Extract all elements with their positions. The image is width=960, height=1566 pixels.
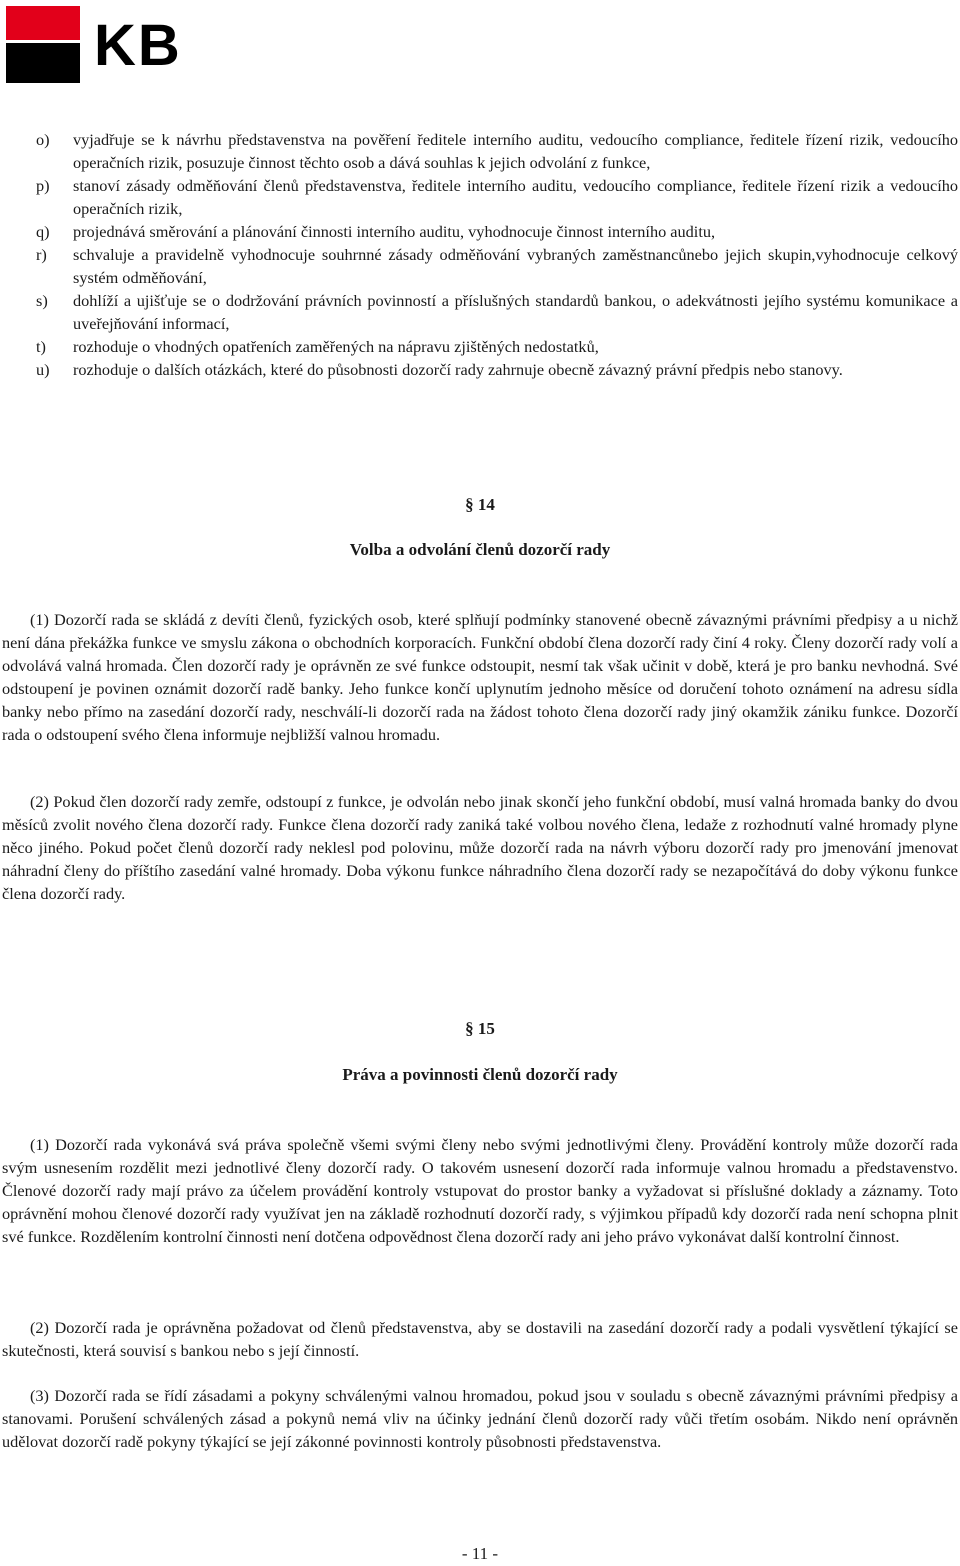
- list-item-letter: t): [36, 337, 46, 356]
- section-15-title: Práva a povinnosti členů dozorčí rady: [342, 1065, 618, 1084]
- list-item: [0, 174, 958, 220]
- list-item-letter: p): [36, 176, 50, 195]
- logo-red-block: [6, 6, 80, 40]
- list-item-letter: o): [36, 130, 50, 149]
- list-item-letter: s): [36, 291, 48, 310]
- list-item: [0, 243, 958, 289]
- list-item-text: rozhoduje o vhodných opatřeních zaměřených na nápravu zjištěných nedostatků,: [73, 337, 599, 356]
- section-14-paragraph-1: (1) Dozorčí rada se skládá z devíti členů, fyzických osob, které splňují podmínky stanovené obecně závaznými právními předpisy a u nichž není dána překážka funkce ve smyslu zákona o obchodních korporacích. Funkční období člena dozorčí rady činí 4 roky. Členy dozorčí rady volí a odvolává valná hromada. Člen dozorčí rady je oprávněn ze své funkce odstoupit, nesmí tak však učinit v době, která je pro banku nevhodná. Své odstoupení je povinen oznámit dozorčí radě banky. Jeho funkce končí uplynutím jednoho měsíce od doručení tohoto oznámení na adresu sídla banky nebo přímo na zasedání dozorčí rady, neschválí-li dozorčí rada na žádost tohoto člena dozorčí rady jiný okamžik zániku funkce. Dozorčí rada o odstoupení svého člena informuje nejbližší valnou hromadu.: [2, 610, 958, 744]
- list-item-letter: q): [36, 222, 50, 241]
- list-item: [0, 128, 958, 174]
- page-number: - 11 -: [461, 1544, 499, 1563]
- list-item-letter: u): [36, 360, 50, 379]
- list-item-text: schvaluje a pravidelně vyhodnocuje souhrnné zásady odměňování vybraných zaměstnancůnebo jejich skupin,vyhodnocuje celkový systém odměňování,: [73, 245, 958, 287]
- list-item-letter: r): [36, 245, 47, 264]
- list-item: [0, 358, 958, 381]
- section-15-paragraph-2: (2) Dozorčí rada je oprávněna požadovat od členů představenstva, aby se dostavili na zasedání dozorčí rady a podali vysvětlení týkající se skutečnosti, která souvisí s bankou nebo s její činností.: [2, 1318, 958, 1360]
- clause-list: [0, 128, 958, 381]
- list-item: [0, 289, 958, 335]
- kb-logo: [6, 6, 210, 86]
- list-item: [0, 220, 958, 243]
- logo-black-block: [6, 43, 80, 83]
- logo-text: KB: [94, 13, 182, 78]
- section-14-paragraph-2: (2) Pokud člen dozorčí rady zemře, odstoupí z funkce, je odvolán nebo jinak skončí jeho funkční období, musí valná hromada banky do dvou měsíců zvolit nového člena dozorčí rady. Funkce člena dozorčí rady zaniká také volbou nového člena, ledaže z rozhodnutí valné hromady plyne něco jiného. Pokud počet členů dozorčí rady neklesl pod polovinu, může dozorčí rada na návrh výboru dozorčí rady pro jmenování jmenovat náhradní členy do příštího zasedání valné hromady. Doba výkonu funkce náhradního člena dozorčí rady se nezapočítává do doby výkonu funkce člena dozorčí rady.: [2, 792, 958, 903]
- list-item-text: dohlíží a ujišťuje se o dodržování právních povinností a příslušných standardů bankou, o adekvátnosti jejího systému komunikace a uveřejňování informací,: [73, 291, 958, 333]
- list-item-text: vyjadřuje se k návrhu představenstva na pověření ředitele interního auditu, vedoucího compliance, ředitele řízení rizik, vedoucího operačních rizik, posuzuje činnost těchto osob a dává souhlas k jejich odvolání z funkce,: [73, 130, 958, 172]
- section-15-paragraph-3: (3) Dozorčí rada se řídí zásadami a pokyny schválenými valnou hromadou, pokud jsou v souladu s obecně závaznými právními předpisy a stanovami. Porušení schválených zásad a pokynů nemá vliv na účinky jednání členů dozorčí rady vůči třetím osobám. Nikdo není oprávněn udělovat dozorčí radě pokyny týkající se její zákonné povinnosti kontroly působnosti představenstva.: [2, 1386, 958, 1451]
- list-item: [0, 335, 958, 358]
- section-14-title: Volba a odvolání členů dozorčí rady: [349, 540, 611, 559]
- list-item-text: stanoví zásady odměňování členů představenstva, ředitele interního auditu, vedoucího compliance, ředitele řízení rizik a vedoucího operačních rizik,: [73, 176, 958, 218]
- section-14-number: § 14: [465, 495, 495, 514]
- section-15-paragraph-1: (1) Dozorčí rada vykonává svá práva společně všemi svými členy nebo svými jednotlivými členy. Provádění kontroly může dozorčí rada svým usnesením rozdělit mezi jednotlivé členy dozorčí rady. O takovém usnesení dozorčí rada informuje valnou hromadu a představenstvo. Členové dozorčí rady mají právo za účelem provádění kontroly vstupovat do prostor banky a vyžadovat si příslušné doklady a záznamy. Toto oprávnění mohou členové dozorčí rady využívat jen na základě rozhodnutí dozorčí rady, s výjimkou případů kdy dozorčí rada není schopna plnit své funkce. Rozdělením kontrolní činnosti není dotčena odpovědnost člena dozorčí rady ani jeho právo vykonávat další kontrolní činnost.: [2, 1135, 958, 1246]
- list-item-text: rozhoduje o dalších otázkách, které do působnosti dozorčí rady zahrnuje obecně závazný právní předpis nebo stanovy.: [73, 360, 843, 379]
- list-item-text: projednává směrování a plánování činnosti interního auditu, vyhodnocuje činnost interního auditu,: [73, 222, 716, 241]
- section-15-number: § 15: [465, 1019, 495, 1038]
